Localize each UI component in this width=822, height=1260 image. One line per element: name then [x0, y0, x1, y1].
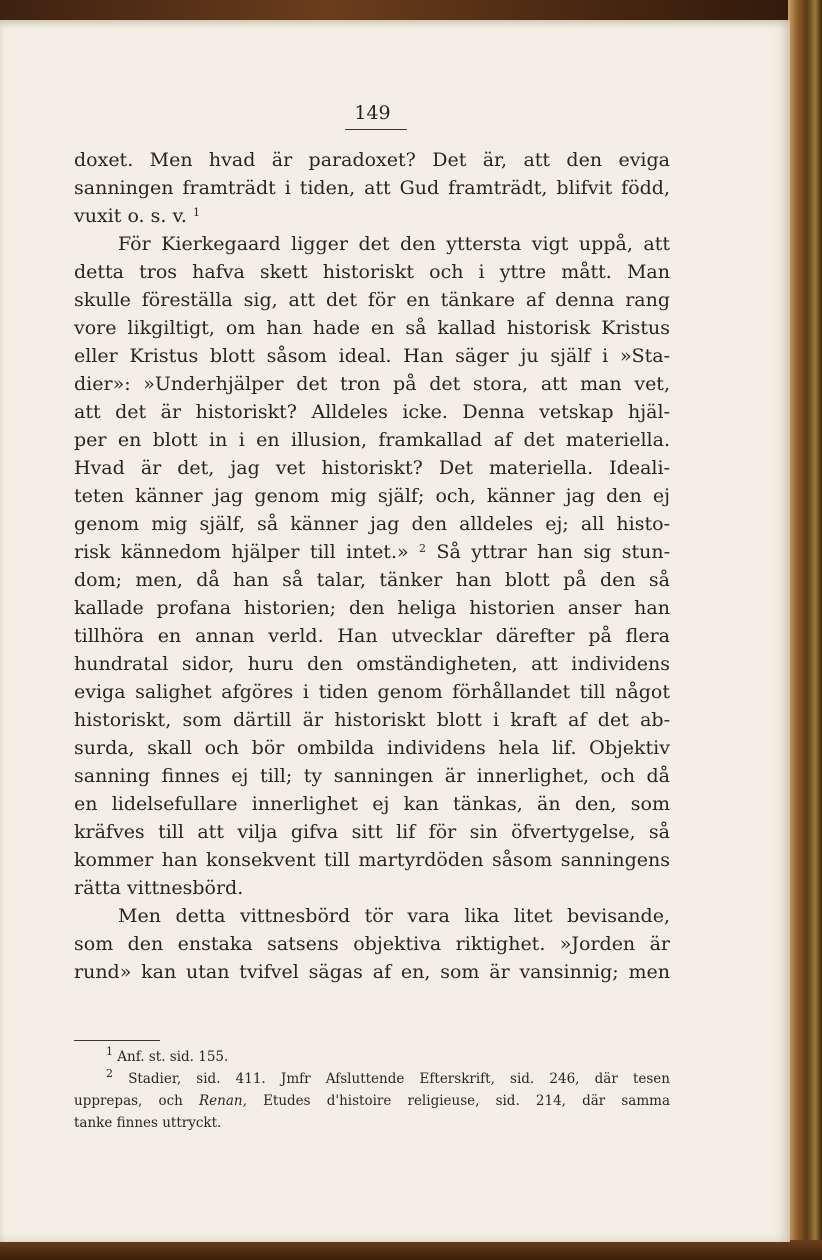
text-line: skulle föreställa sig, att det för en tänkare af denna rang [74, 289, 670, 311]
text-line: dier»: »Underhjälper det tron på det stora, att man vet, [74, 373, 670, 395]
text-line: doxet. Men hvad är paradoxet? Det är, att den eviga [74, 149, 670, 171]
footnotes [74, 1046, 670, 1134]
page-number: 149 [354, 102, 391, 124]
text-line: teten känner jag genom mig själf; och, känner jag den ej [74, 485, 670, 507]
text-line: surda, skall och bör ombilda individens hela lif. Objektiv [74, 737, 670, 759]
text-line: en lidelsefullare innerlighet ej kan tänkas, än den, som [74, 793, 670, 815]
text-line: genom mig själf, så känner jag den alldeles ej; all histo- [74, 513, 670, 535]
text-line: per en blott in i en illusion, framkallad af det materiella. [74, 429, 670, 451]
footnote-rule [74, 1040, 160, 1041]
text-line: vuxit o. s. v. $^1$ [74, 205, 201, 227]
text-line: Hvad är det, jag vet historiskt? Det materiella. Ideali- [74, 457, 670, 479]
page-number-rule [345, 129, 407, 130]
text-line: vore likgiltigt, om han hade en så kallad historisk Kristus [74, 317, 670, 339]
footnote-marker: 2 [106, 1068, 113, 1080]
text-line: detta tros hafva skett historiskt och i yttre mått. Man [74, 261, 670, 283]
book-cover-edge [788, 0, 822, 1260]
book-page [0, 20, 790, 1242]
text-line: sanningen framträdt i tiden, att Gud framträdt, blifvit född, [74, 177, 670, 199]
text-line: kommer han konsekvent till martyrdöden såsom sanningens [74, 849, 670, 871]
text-line: rund» kan utan tvifvel sägas af en, som är vansinnig; men [74, 961, 670, 983]
footnote-ref: 1 [193, 206, 201, 219]
book-cover-bottom [0, 1240, 822, 1260]
footnote-marker: 1 [106, 1046, 113, 1058]
body-text [74, 146, 670, 986]
text-line: För Kierkegaard ligger det den yttersta vigt uppå, att [118, 233, 670, 255]
text-line: kallade profana historien; den heliga historien anser han [74, 597, 670, 619]
text-line: dom; men, då han så talar, tänker han blott på den så [74, 569, 670, 591]
footnote-2-end: tanke finnes uttryckt. [74, 1115, 222, 1131]
footnote-1: $^1$ Anf. st. sid. 155. [106, 1046, 229, 1065]
footnote-2: $^2$ Stadier, sid. 411. Jmfr Afsluttende Efterskrift, sid. 246, där tesen [106, 1068, 670, 1087]
footnote-ref: 2 [419, 542, 427, 555]
text-line: som den enstaka satsens objektiva riktighet. »Jorden är [74, 933, 670, 955]
text-line: eller Kristus blott såsom ideal. Han säger ju själf i »Sta- [74, 345, 670, 367]
text-line: Men detta vittnesbörd tör vara lika litet bevisande, [118, 905, 670, 927]
text-line: kräfves till att vilja gifva sitt lif för sin öfvertygelse, så [74, 821, 670, 843]
text-line: hundratal sidor, huru den omständigheten, att individens [74, 653, 670, 675]
footnote-2-cont: upprepas, och Renan, Etudes d'histoire religieuse, sid. 214, där samma [74, 1093, 670, 1109]
text-line: rätta vittnesbörd. [74, 877, 244, 899]
text-line: risk kännedom hjälper till intet.» $^2$ Så yttrar han sig stun- [74, 541, 670, 563]
text-line: sanning finnes ej till; ty sanningen är innerlighet, och då [74, 765, 670, 787]
text-line: att det är historiskt? Alldeles icke. Denna vetskap hjäl- [74, 401, 670, 423]
text-line: historiskt, som därtill är historiskt blott i kraft af det ab- [74, 709, 670, 731]
text-line: tillhöra en annan verld. Han utvecklar därefter på flera [74, 625, 670, 647]
text-line: eviga salighet afgöres i tiden genom förhållandet till något [74, 681, 670, 703]
